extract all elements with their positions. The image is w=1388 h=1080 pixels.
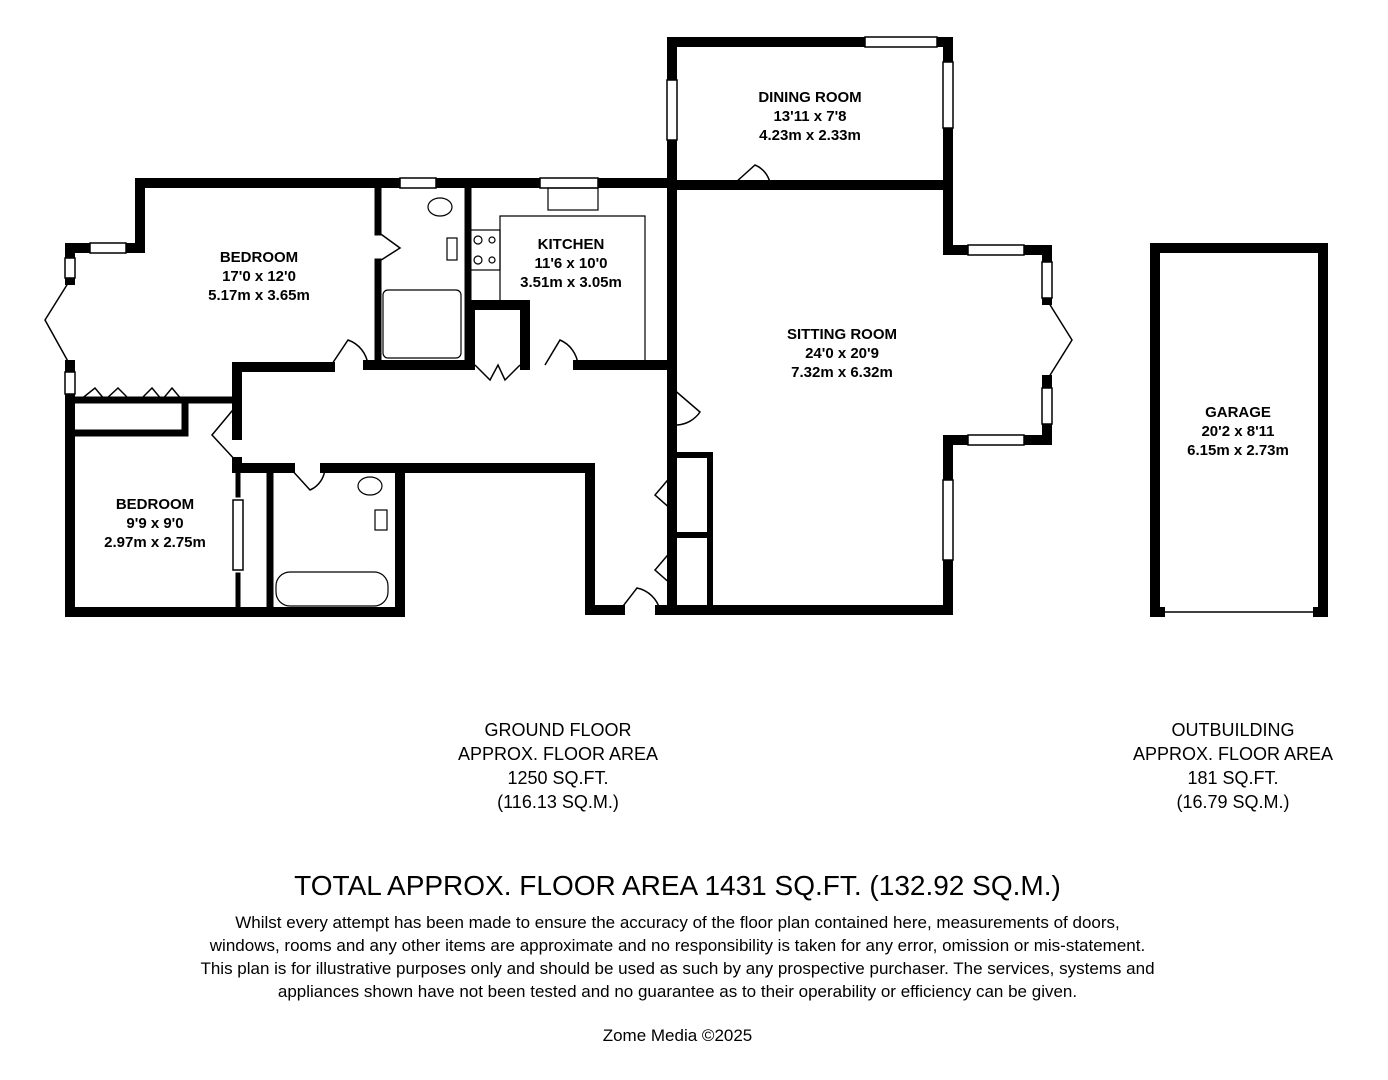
credit: Zome Media ©2025: [602, 1026, 753, 1045]
room-name: SITTING ROOM: [787, 326, 897, 343]
windows: [65, 37, 1318, 612]
room-dimensions-metric: 5.17m x 3.65m: [208, 287, 310, 304]
room-dimensions-imperial: 20'2 x 8'11: [1201, 423, 1275, 440]
room-label-bedroom-1: [208, 248, 310, 305]
area-title: OUTBUILDING: [1171, 720, 1295, 740]
room-dimensions-imperial: 24'0 x 20'9: [805, 345, 879, 362]
room-name: KITCHEN: [537, 236, 605, 253]
walls: [70, 42, 1323, 612]
room-name: BEDROOM: [115, 496, 195, 513]
ground-floor-area: [458, 718, 658, 814]
room-dimensions-imperial: 9'9 x 9'0: [126, 515, 184, 532]
room-name: DINING ROOM: [758, 89, 862, 106]
room-dimensions-metric: 6.15m x 2.73m: [1187, 442, 1289, 459]
room-name: BEDROOM: [219, 249, 299, 266]
room-label-dining: [758, 88, 861, 145]
room-name: GARAGE: [1205, 404, 1271, 421]
area-sqft: 1250 SQ.FT.: [507, 768, 609, 788]
room-label-garage: [1187, 403, 1289, 460]
area-label: APPROX. FLOOR AREA: [1132, 744, 1334, 764]
room-dimensions-imperial: 11'6 x 10'0: [534, 255, 608, 272]
area-title: GROUND FLOOR: [484, 720, 632, 740]
area-sqm: (16.79 SQ.M.): [1176, 792, 1290, 812]
room-dimensions-metric: 4.23m x 2.33m: [759, 127, 861, 144]
area-sqm: (116.13 SQ.M.): [497, 792, 619, 812]
disclaimer: Whilst every attempt has been made to ensure the accuracy of the floor plan contained here, measurements of doors, windows, rooms and any other items are approximate and no responsibility is taken for any error, omission or mis-statement. This plan is for illustrative purposes only and should be used as such by any prospective purchaser. The services, systems and appliances shown have not been tested and no guarantee as to their operability or efficiency can be given.: [200, 913, 1155, 1001]
outbuilding-area: [1133, 718, 1333, 814]
room-dimensions-metric: 3.51m x 3.05m: [520, 274, 622, 291]
room-label-kitchen: [520, 235, 622, 292]
area-label: APPROX. FLOOR AREA: [457, 744, 659, 764]
area-sqft: 181 SQ.FT.: [1187, 768, 1279, 788]
room-dimensions-imperial: 17'0 x 12'0: [222, 268, 296, 285]
room-label-bedroom-2: [104, 495, 206, 552]
room-dimensions-imperial: 13'11 x 7'8: [773, 108, 847, 125]
room-dimensions-metric: 2.97m x 2.75m: [104, 534, 206, 551]
room-dimensions-metric: 7.32m x 6.32m: [791, 364, 893, 381]
total-floor-area: TOTAL APPROX. FLOOR AREA 1431 SQ.FT. (132.92 SQ.M.): [294, 870, 1061, 901]
room-label-sitting: [787, 325, 897, 382]
